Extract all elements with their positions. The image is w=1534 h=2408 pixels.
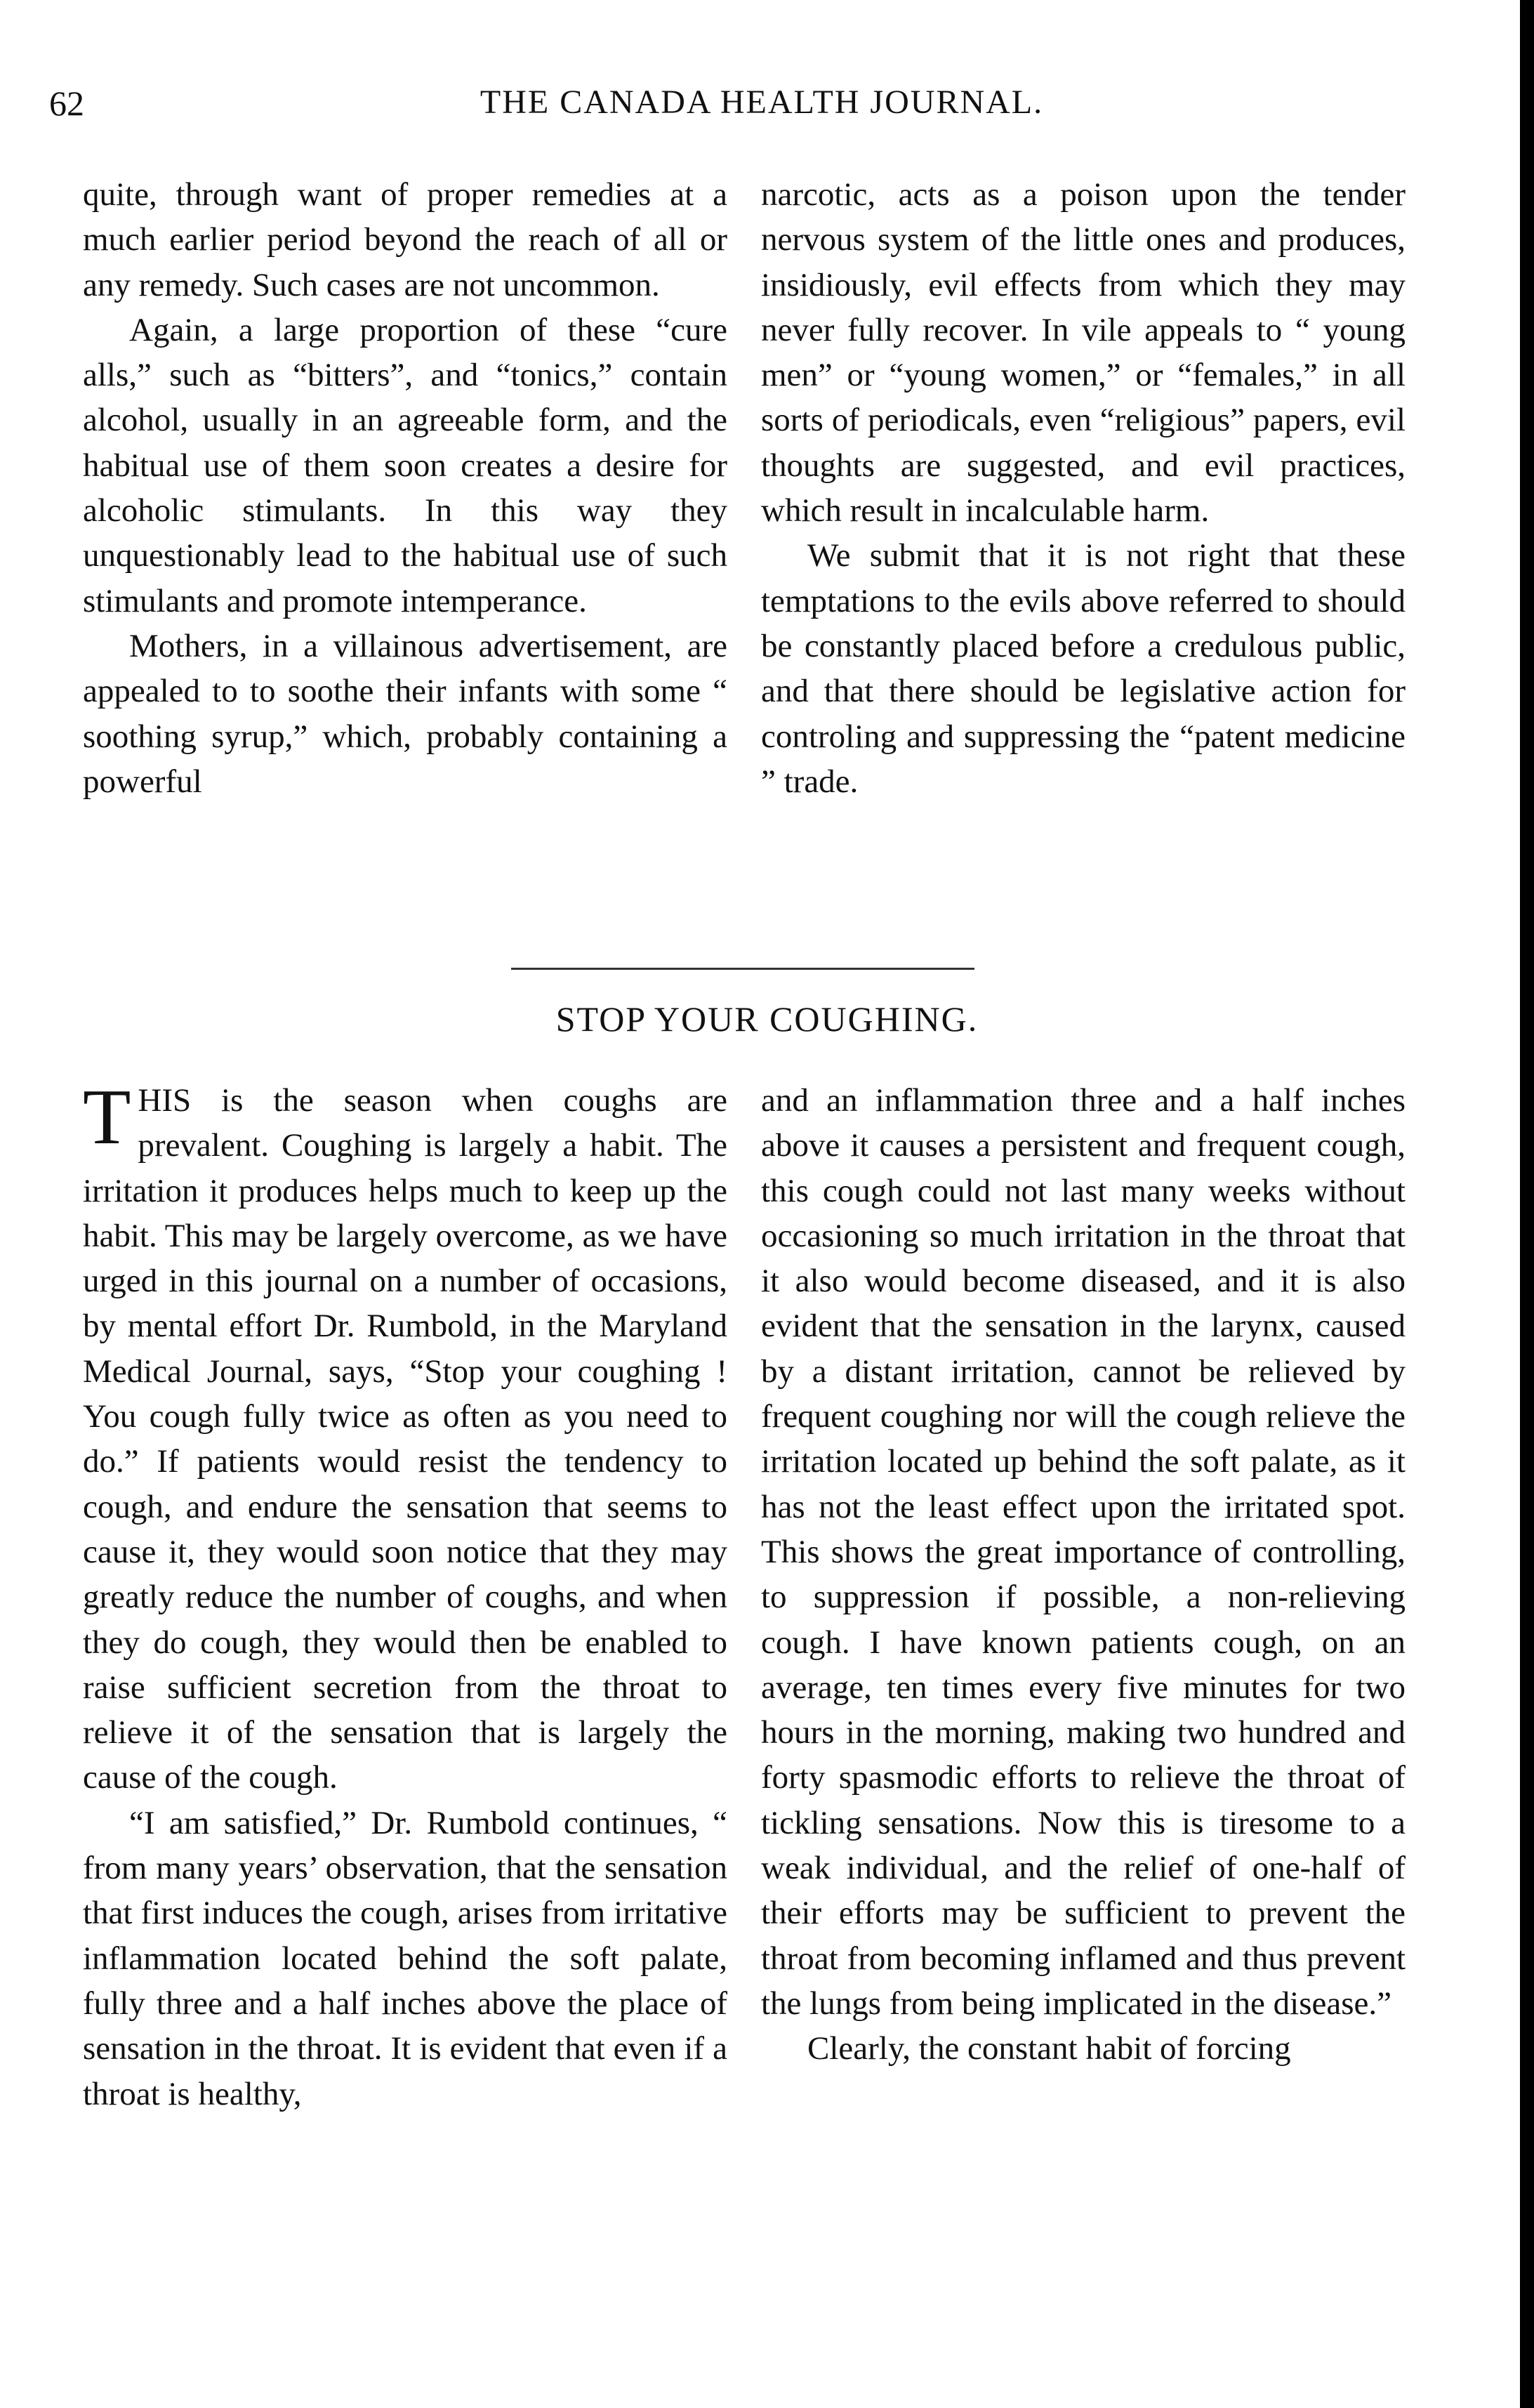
paragraph: narcotic, acts as a poison upon the tender nervous system of the little ones and produces, insidiously, evil effects from which they may never fully recover. In vile appeals to “ young men” or “young women,” or “females,” in all sorts of periodicals, even “religious” papers, evil thoughts are suggested, and evil practices, which result in incalculable harm. <box>761 176 1406 529</box>
page-number: 62 <box>49 84 84 123</box>
drop-cap: T <box>83 1074 131 1161</box>
top-right-column <box>761 172 1406 804</box>
page-header <box>49 83 1474 139</box>
article-left-column <box>83 1074 727 2117</box>
article-right-column <box>761 1078 1406 2072</box>
article-title: STOP YOUR COUGHING. <box>555 999 979 1039</box>
section-divider <box>511 968 974 970</box>
paragraph: We submit that it is not right that these temptations to the evils above referred to should be constantly placed before a credulous public, and that there should be legislative action for controling and suppressing the “patent medicine ” trade. <box>761 537 1406 800</box>
paragraph: quite, through want of proper remedies at a much earlier period beyond the reach of all or any remedy. Such cases are not uncommon. <box>83 176 727 303</box>
paragraph <box>83 1074 727 1801</box>
paragraph-text: HIS is the season when coughs are prevalent. Coughing is largely a habit. The irritation it produces helps much to keep up the habit. This may be largely overcome, as we have urged in this journal on a number of occasions, by mental effort Dr. Rumbold, in the Maryland Medical Journal, says, “Stop your coughing ! You cough fully twice as often as you need to do.” If patients would resist the tendency to cough, and endure the sensation that seems to cause it, they would soon notice that they may greatly reduce the number of coughs, and when they do cough, they would then be enabled to raise sufficient secretion from the throat to relieve it of the sensation that is largely the cause of the cough. <box>83 1082 727 1796</box>
paragraph: Clearly, the constant habit of forcing <box>807 2030 1291 2067</box>
paragraph: Again, a large proportion of these “cure alls,” such as “bitters”, and “tonics,” contain alcohol, usually in an agreeable form, and the habitual use of them soon creates a desire for alcoholic stimulants. In this way they unquestionably lead to the habitual use of such stimulants and promote intemperance. <box>83 311 727 619</box>
scan-edge-bar <box>1520 0 1534 2408</box>
paragraph: and an inflammation three and a half inches above it causes a persistent and frequent cough, this cough could not last many weeks without occasioning so much irritation in the throat that it also would become diseased, and it is also evident that the sensation in the larynx, caused by a distant irritation, cannot be relieved by frequent coughing nor will the cough relieve the irritation located up behind the soft palate, as it has not the least effect upon the irritated spot. This shows the great importance of controlling, to suppression if possible, a non-relieving cough. I have known patients cough, on an average, ten times every five minutes for two hours in the morning, making two hundred and forty spasmodic efforts to relieve the throat of tickling sensations. Now this is tiresome to a weak individual, and the relief of one-half of their efforts may be sufficient to prevent the throat from becoming inflamed and thus prevent the lungs from being implicated in the disease.” <box>761 1082 1406 2022</box>
running-title: THE CANADA HEALTH JOURNAL. <box>480 84 1044 121</box>
paragraph: “I am satisfied,” Dr. Rumbold continues, “ from many years’ observation, that the sensation that first induces the cough, arises from irritative inflammation located behind the soft palate, fully three and a half inches above the place of sensation in the throat. It is evident that even if a throat is healthy, <box>83 1804 727 2112</box>
paragraph: Mothers, in a villainous advertisement, are appealed to to soothe their infants with some “ soothing syrup,” which, probably containing a powerful <box>83 627 727 800</box>
top-left-column <box>83 172 727 804</box>
